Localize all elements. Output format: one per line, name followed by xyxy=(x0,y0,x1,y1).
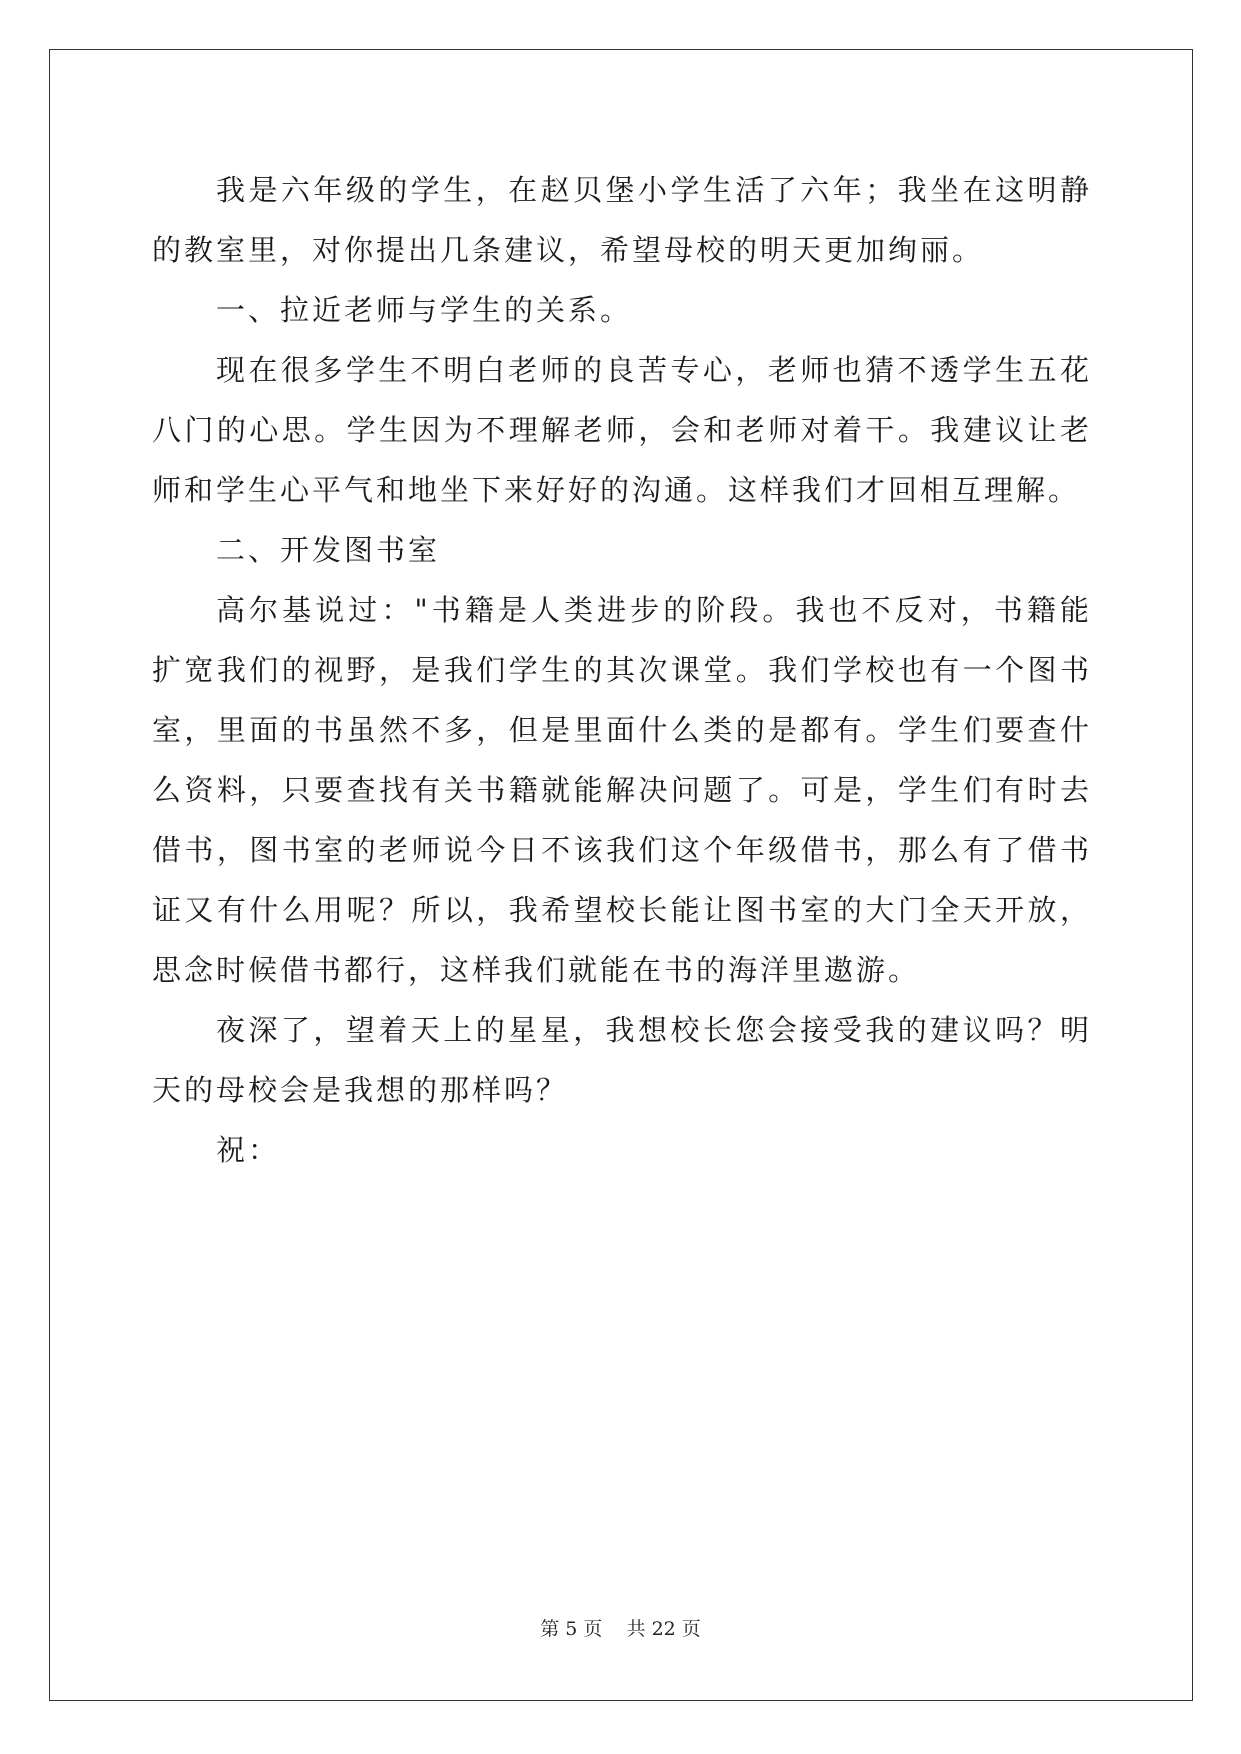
paragraph-salutation: 祝： xyxy=(216,1133,281,1167)
paragraph-closing: 夜深了，望着天上的星星，我想校长您会接受我的建议吗？明天的母校会是我想的那样吗？ xyxy=(152,1013,1092,1107)
heading-point-two: 二、开发图书室 xyxy=(216,533,441,567)
paragraph-intro: 我是六年级的学生，在赵贝堡小学生活了六年；我坐在这明静的教室里，对你提出几条建议，希望母校的明天更加绚丽。 xyxy=(152,173,1092,267)
paragraph-point-one: 现在很多学生不明白老师的良苦专心，老师也猜不透学生五花八门的心思。学生因为不理解老师，会和老师对着干。我建议让老师和学生心平气和地坐下来好好的沟通。这样我们才回相互理解。 xyxy=(152,353,1092,507)
page-number-footer: 第 5 页 共 22 页 xyxy=(540,1618,701,1640)
document-body xyxy=(152,160,1092,1180)
paragraph-point-two: 高尔基说过："书籍是人类进步的阶段。我也不反对，书籍能扩宽我们的视野，是我们学生的其次课堂。我们学校也有一个图书室，里面的书虽然不多，但是里面什么类的是都有。学生们要查什么资料，只要查找有关书籍就能解决问题了。可是，学生们有时去借书，图书室的老师说今日不该我们这个年级借书，那么有了借书证又有什么用呢？所以，我希望校长能让图书室的大门全天开放，思念时候借书都行，这样我们就能在书的海洋里遨游。 xyxy=(152,593,1092,987)
heading-point-one: 一、拉近老师与学生的关系。 xyxy=(216,293,633,327)
